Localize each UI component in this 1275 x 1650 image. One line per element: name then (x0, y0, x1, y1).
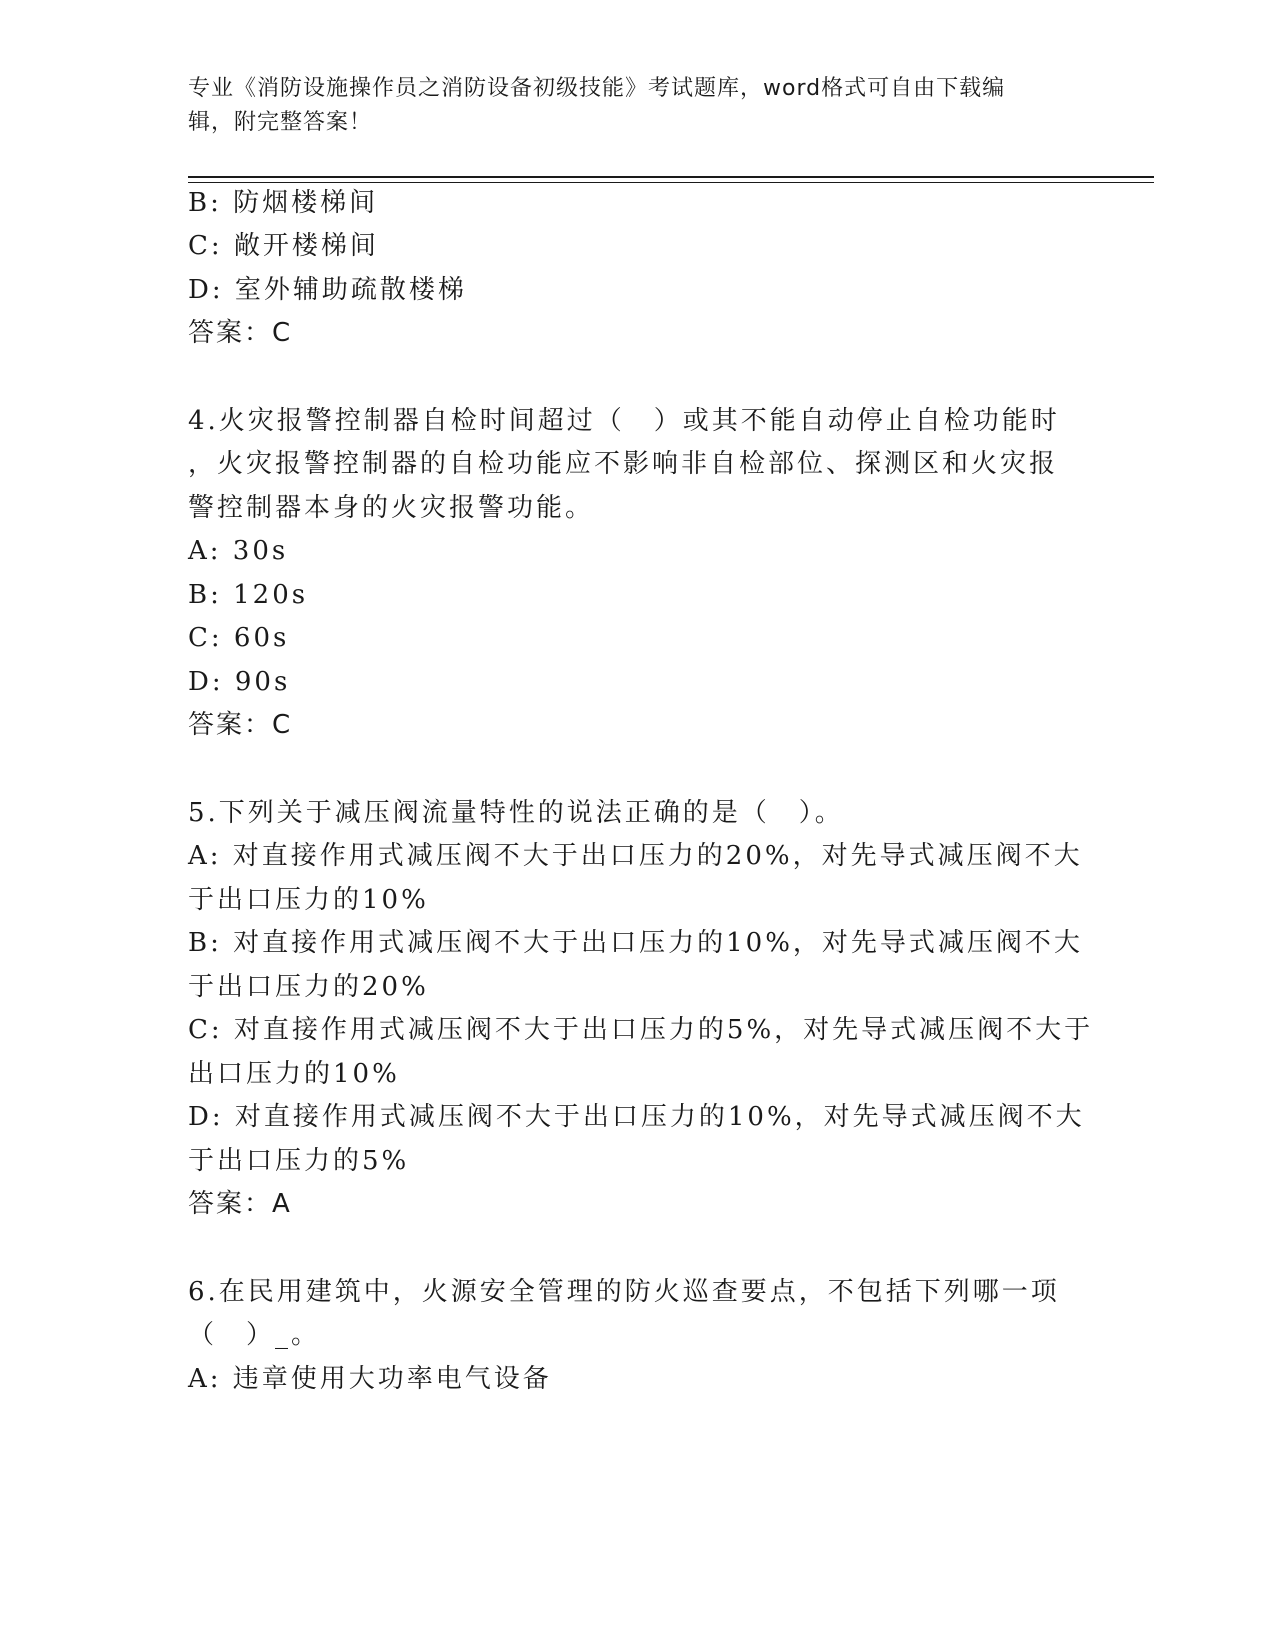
q4-option-a: A: 30s (188, 536, 289, 566)
q5-option-d-line-2: 于出口压力的5% (188, 1146, 410, 1176)
q5-option-c-line-1: C: 对直接作用式减压阀不大于出口压力的5%，对先导式减压阀不大于 (188, 1015, 1094, 1045)
q5-option-b-line-2: 于出口压力的20% (188, 972, 429, 1002)
q3-option-b: B: 防烟楼梯间 (188, 188, 379, 218)
q5-answer: 答案：A (188, 1189, 292, 1219)
q5-option-c-line-2: 出口压力的10% (188, 1059, 400, 1089)
q4-option-b: B: 120s (188, 580, 309, 610)
q3-answer: 答案：C (188, 318, 293, 348)
header-line-1: 专业《消防设施操作员之消防设备初级技能》考试题库，word格式可自由下载编 (188, 76, 1006, 101)
document-header (188, 72, 1068, 140)
q6-stem-line-1: 6.在民用建筑中，火源安全管理的防火巡查要点，不包括下列哪一项 (188, 1277, 1060, 1307)
q5-option-a-line-2: 于出口压力的10% (188, 885, 429, 915)
q4-option-c: C: 60s (188, 623, 290, 653)
q4-option-d: D: 90s (188, 667, 291, 697)
header-line-2: 辑，附完整答案！ (188, 110, 373, 135)
q5-option-d-line-1: D: 对直接作用式减压阀不大于出口压力的10%，对先导式减压阀不大 (188, 1102, 1085, 1132)
q5-stem: 5.下列关于减压阀流量特性的说法正确的是（ ）。 (188, 798, 844, 828)
header-rule-thick (188, 176, 1154, 178)
q4-stem-line-2: ，火灾报警控制器的自检功能应不影响非自检部位、探测区和火灾报 (188, 449, 1059, 479)
q6-stem-line-2: （ ）_。 (188, 1320, 321, 1350)
q4-answer: 答案：C (188, 710, 293, 740)
q6-option-a: A: 违章使用大功率电气设备 (188, 1364, 552, 1394)
q3-option-d: D: 室外辅助疏散楼梯 (188, 275, 467, 305)
header-rule-thin (188, 182, 1154, 183)
q5-option-a-line-1: A: 对直接作用式减压阀不大于出口压力的20%，对先导式减压阀不大 (188, 841, 1083, 871)
q3-option-c: C: 敞开楼梯间 (188, 231, 379, 261)
q4-stem-line-1: 4.火灾报警控制器自检时间超过（ ）或其不能自动停止自检功能时 (188, 406, 1060, 436)
q5-option-b-line-1: B: 对直接作用式减压阀不大于出口压力的10%，对先导式减压阀不大 (188, 928, 1083, 958)
q4-stem-line-3: 警控制器本身的火灾报警功能。 (188, 493, 595, 523)
